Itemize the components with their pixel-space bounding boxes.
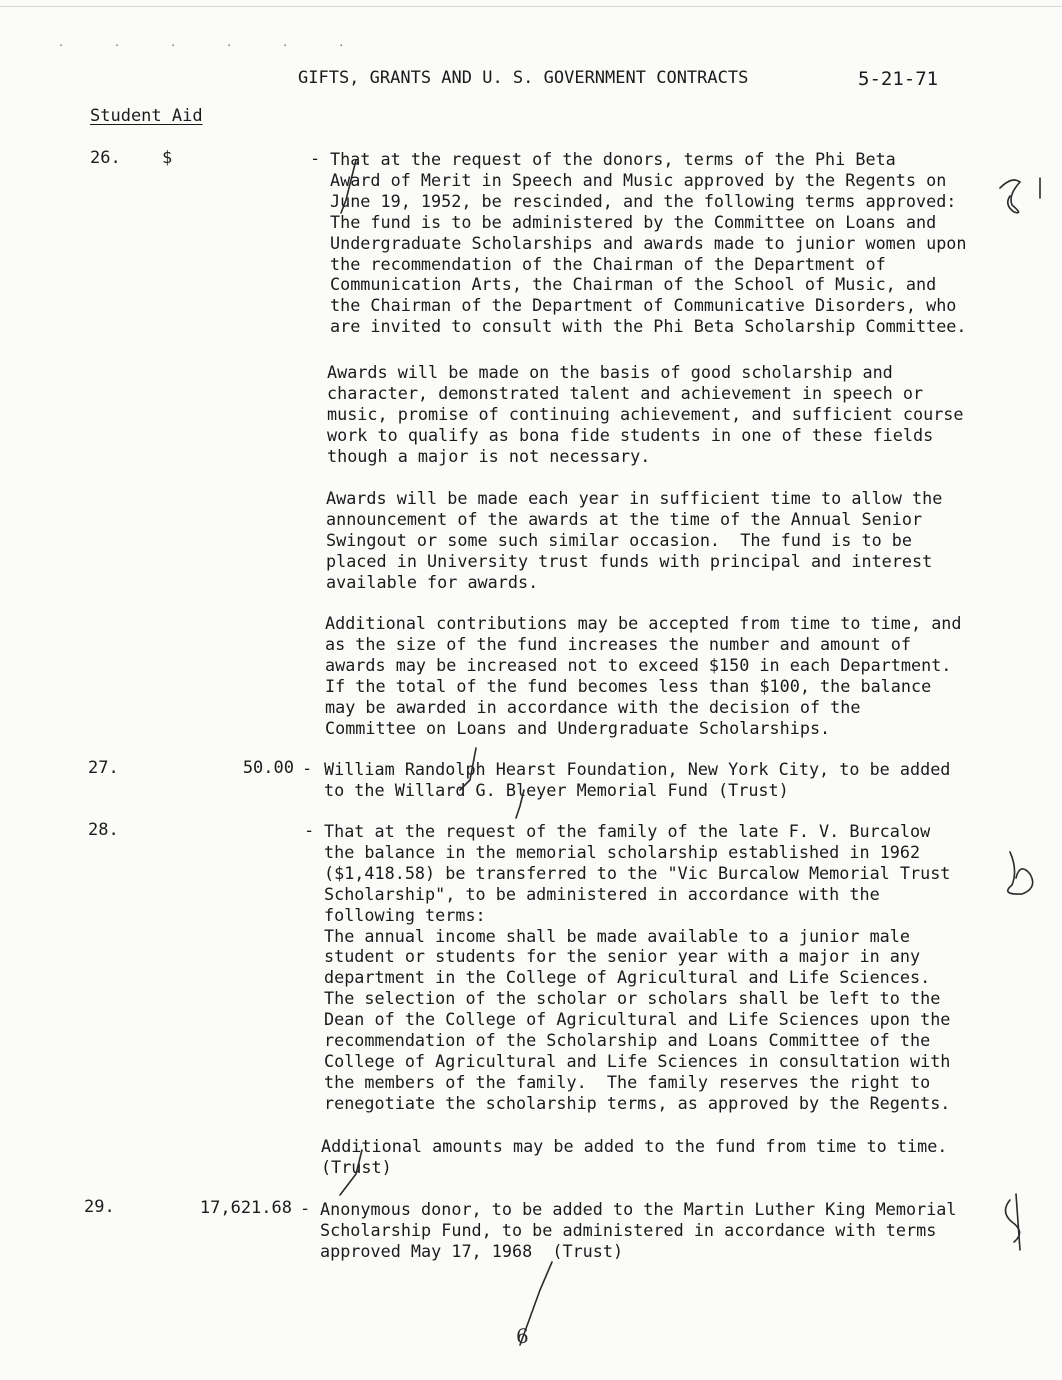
text-line: the Chairman of the Department of Communicative Disorders, who	[330, 295, 957, 316]
text-line: approved May 17, 1968 (Trust)	[320, 1240, 624, 1261]
item-amount: 50.00	[242, 758, 294, 778]
item-amount: 17,621.68	[199, 1198, 292, 1218]
section-heading: Student Aid	[90, 106, 203, 126]
margin-tick-icon	[1016, 1194, 1020, 1250]
page-date: 5-21-71	[858, 68, 939, 90]
text-line: the balance in the memorial scholarship established in 1962	[324, 841, 921, 862]
check-mark-icon	[340, 1150, 362, 1195]
text-line: are invited to consult with the Phi Beta Scholarship Committee.	[330, 316, 967, 337]
text-line: Award of Merit in Speech and Music approved by the Regents on	[330, 169, 947, 190]
item-amount: $	[162, 148, 173, 168]
check-mark-icon	[516, 790, 524, 818]
text-line: Swingout or some such similar occasion. The fund is to be	[326, 529, 912, 550]
speck-marks: . . . . . .	[58, 38, 367, 49]
text-line: announcement of the awards at the time of the Annual Senior	[326, 508, 923, 529]
text-line: Communication Arts, the Chairman of the School of Music, and	[330, 274, 937, 295]
check-mark-icon	[341, 160, 356, 213]
dollar-scribble-icon	[1008, 852, 1033, 894]
text-line: ($1,418.58) be transferred to the "Vic Burcalow Memorial Trust	[324, 862, 951, 883]
text-line: Undergraduate Scholarships and awards made to junior women upon	[330, 232, 967, 253]
page-title: GIFTS, GRANTS AND U. S. GOVERNMENT CONTRACTS	[298, 68, 749, 88]
text-line: Additional amounts may be added to the fund from time to time.	[321, 1136, 948, 1156]
text-line: The fund is to be administered by the Committee on Loans and	[330, 211, 937, 232]
text-line: available for awards.	[326, 571, 539, 592]
text-line: character, demonstrated talent and achievement in speech or	[327, 382, 924, 403]
item-number: 29.	[84, 1197, 115, 1217]
text-line: may be awarded in accordance with the decision of the	[325, 696, 861, 717]
text-line: though a major is not necessary.	[327, 445, 651, 466]
text-line: If the total of the fund becomes less than $100, the balance	[325, 675, 932, 696]
text-line: Awards will be made on the basis of good scholarship and	[327, 362, 893, 382]
text-line: department in the College of Agricultural and Life Sciences.	[324, 967, 931, 988]
page-number: 6	[516, 1324, 529, 1348]
text-line: the recommendation of the Chairman of the Department of	[330, 253, 886, 274]
text-line: the members of the family. The family reserves the right to	[324, 1071, 931, 1092]
dollar-scribble-icon	[1000, 180, 1020, 213]
text-line: Scholarship", to be administered in accordance with the	[324, 883, 880, 904]
text-line: placed in University trust funds with principal and interest	[326, 550, 933, 571]
text-line: work to qualify as bona fide students in one of these fields	[327, 424, 934, 445]
check-mark-icon	[460, 748, 476, 790]
text-line: renegotiate the scholarship terms, as approved by the Regents.	[324, 1092, 951, 1113]
item-dash: -	[302, 759, 313, 779]
text-line: Committee on Loans and Undergraduate Scholarships.	[325, 717, 831, 738]
text-line: The annual income shall be made available to a junior male	[324, 925, 910, 946]
text-line: Additional contributions may be accepted from time to time, and	[325, 613, 962, 633]
item-number: 28.	[88, 820, 119, 840]
item-dash: -	[304, 821, 315, 841]
text-line: That at the request of the family of the late F. V. Burcalow	[324, 821, 931, 841]
text-line: as the size of the fund increases the number and amount of	[325, 633, 911, 654]
text-line: following terms:	[324, 904, 486, 925]
item-number: 27.	[88, 758, 119, 778]
text-line: William Randolph Hearst Foundation, New York City, to be added	[324, 759, 951, 779]
text-line: awards may be increased not to exceed $150 in each Department.	[325, 654, 952, 675]
text-line: The selection of the scholar or scholars shall be left to the	[324, 988, 941, 1009]
text-line: recommendation of the Scholarship and Loans Committee of the	[324, 1030, 931, 1051]
item-dash: -	[300, 1199, 311, 1219]
text-line: (Trust)	[321, 1156, 392, 1177]
text-line: Scholarship Fund, to be administered in accordance with terms	[320, 1219, 937, 1240]
text-line: to the Willard G. Bleyer Memorial Fund (Trust)	[324, 779, 789, 800]
text-line: Anonymous donor, to be added to the Martin Luther King Memorial	[320, 1199, 957, 1219]
text-line: Dean of the College of Agricultural and Life Sciences upon the	[324, 1009, 951, 1030]
text-line: College of Agricultural and Life Sciences in consultation with	[324, 1050, 951, 1071]
text-line: That at the request of the donors, terms of the Phi Beta	[330, 149, 896, 169]
text-line: student or students for the senior year with a major in any	[324, 946, 921, 967]
text-line: June 19, 1952, be rescinded, and the following terms approved:	[330, 190, 957, 211]
text-line: music, promise of continuing achievement, and sufficient course	[327, 403, 964, 424]
item-number: 26.	[90, 148, 121, 168]
item-dash: -	[310, 149, 321, 169]
text-line: Awards will be made each year in sufficient time to allow the	[326, 488, 943, 508]
